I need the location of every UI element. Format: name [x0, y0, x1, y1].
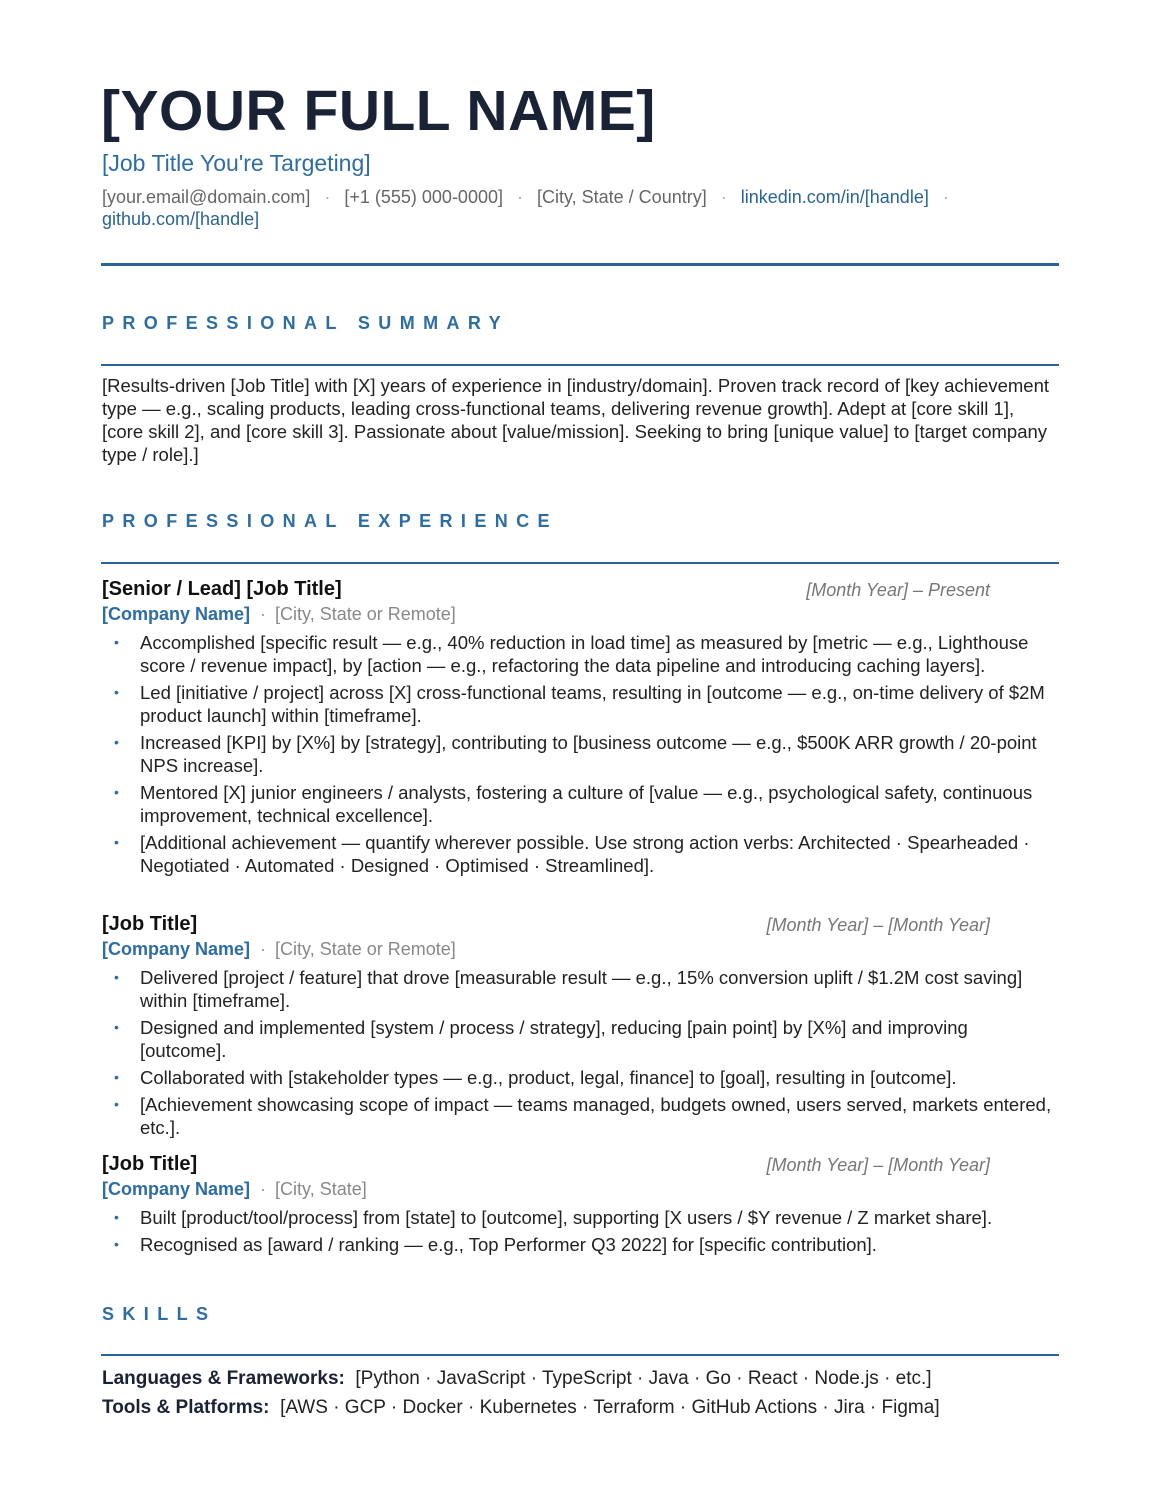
skills-divider — [101, 1354, 1059, 1356]
bullet-item: • Delivered [project / feature] that drove [measurable result — e.g., 15% conversion uplift / $1.2M cost saving] within [timeframe]. — [114, 967, 1023, 1011]
summary-text: [Results-driven [Job Title] with [X] years of experience in [industry/domain]. Proven track record of [key achievement type — e.g., scaling products, leading cross-functional teams, delivering revenue growth]. Adept at [core skill 1], [core skill 2], and [core skill 3]. Passionate about [value/mission]. Seeking to bring [unique value] to [target company type / role].] — [102, 375, 1050, 465]
bullet-icon: • — [114, 969, 119, 985]
company-location: [City, State or Remote] — [275, 939, 456, 959]
job-entry — [102, 578, 1059, 881]
company-location: [City, State] — [275, 1179, 367, 1199]
job-dates: [Month Year] – [Month Year] — [766, 1155, 990, 1175]
bullet-icon: • — [114, 734, 119, 750]
target-job-title: [Job Title You're Targeting] — [102, 150, 371, 176]
bullet-item: • [Additional achievement — quantify wherever possible. Use strong action verbs: Architected · Spearheaded · Negotiated · Automated · Designed · Optimised · Streamlined]. — [114, 832, 1030, 876]
bullet-item: • Built [product/tool/process] from [state] to [outcome], supporting [X users / $Y revenue / Z market share]. — [114, 1207, 993, 1228]
job-title: [Senior / Lead] [Job Title] — [102, 578, 342, 600]
job-dates: [Month Year] – [Month Year] — [766, 915, 990, 935]
contact-separator: · — [324, 187, 331, 207]
bullet-item: • Led [initiative / project] across [X] cross-functional teams, resulting in [outcome — e.g., on-time delivery of $2M product launch] within [timeframe]. — [114, 682, 1045, 726]
contact-location: [City, State / Country] — [536, 187, 707, 207]
bullet-icon: • — [114, 784, 119, 800]
skills-list — [102, 1364, 1059, 1422]
contact-separator: · — [516, 187, 523, 207]
full-name: [YOUR FULL NAME] — [101, 79, 656, 143]
company-name: [Company Name] — [102, 604, 251, 624]
skill-row — [102, 1393, 1059, 1422]
company-separator: · — [260, 1179, 267, 1199]
job-entry — [102, 1153, 1059, 1260]
company-name: [Company Name] — [102, 939, 251, 959]
bullet-icon: • — [114, 1069, 119, 1085]
bullet-item: • Mentored [X] junior engineers / analysts, fostering a culture of [value — e.g., psychological safety, continuous improvement, technical excellence]. — [114, 782, 1033, 826]
bullet-icon: • — [114, 1236, 119, 1252]
bullet-item: • Accomplished [specific result — e.g., 40% reduction in load time] as measured by [metric — e.g., Lighthouse score / revenue impact], by [action — e.g., refactoring the data pipeline and introducing caching layers]. — [114, 632, 1029, 676]
contact-separator: · — [942, 187, 949, 207]
contact-phone: [+1 (555) 000-0000] — [344, 187, 503, 207]
skill-value: [Python · JavaScript · TypeScript · Java · Go · React · Node.js · etc.] — [355, 1368, 932, 1389]
skill-label: Languages & Frameworks: — [102, 1368, 345, 1389]
bullet-icon: • — [114, 834, 119, 850]
job-title: [Job Title] — [102, 913, 198, 935]
summary-heading: PROFESSIONAL SUMMARY — [102, 313, 510, 333]
company-name: [Company Name] — [102, 1179, 251, 1199]
job-dates: [Month Year] – Present — [806, 580, 990, 600]
skill-value: [AWS · GCP · Docker · Kubernetes · Terraform · GitHub Actions · Jira · Figma] — [280, 1397, 940, 1418]
contact-email[interactable]: [your.email@domain.com] — [102, 187, 311, 207]
bullet-item: • [Achievement showcasing scope of impact — teams managed, budgets owned, users served, markets entered, etc.]. — [114, 1094, 1052, 1138]
github-link[interactable]: github.com/[handle] — [102, 209, 260, 229]
contact-line — [102, 186, 1062, 230]
bullet-icon: • — [114, 1019, 119, 1035]
company-separator: · — [260, 939, 267, 959]
skill-label: Tools & Platforms: — [102, 1397, 270, 1418]
linkedin-link[interactable]: linkedin.com/in/[handle] — [740, 187, 929, 207]
bullet-item: • Designed and implemented [system / process / strategy], reducing [pain point] by [X%] and improving [outcome]. — [114, 1017, 968, 1061]
job-entry — [102, 913, 1059, 1143]
experience-divider — [101, 562, 1059, 564]
job-bullets — [102, 631, 1059, 877]
skill-row — [102, 1364, 1059, 1393]
summary-divider — [101, 364, 1059, 366]
bullet-icon: • — [114, 1096, 119, 1112]
company-separator: · — [260, 604, 267, 624]
job-bullets — [102, 966, 1059, 1139]
job-bullets — [102, 1206, 1059, 1256]
experience-heading: PROFESSIONAL EXPERIENCE — [102, 511, 558, 531]
bullet-item: • Recognised as [award / ranking — e.g., Top Performer Q3 2022] for [specific contribution]. — [114, 1234, 877, 1255]
bullet-icon: • — [114, 634, 119, 650]
bullet-item: • Increased [KPI] by [X%] by [strategy], contributing to [business outcome — e.g., $500K ARR growth / 20-point NPS increase]. — [114, 732, 1037, 776]
job-title: [Job Title] — [102, 1153, 198, 1175]
bullet-icon: • — [114, 1209, 119, 1225]
skills-heading: SKILLS — [102, 1304, 217, 1324]
bullet-icon: • — [114, 684, 119, 700]
bullet-item: • Collaborated with [stakeholder types — e.g., product, legal, finance] to [goal], resulting in [outcome]. — [114, 1067, 957, 1088]
company-location: [City, State or Remote] — [275, 604, 456, 624]
header-divider — [101, 263, 1059, 266]
contact-separator: · — [720, 187, 727, 207]
